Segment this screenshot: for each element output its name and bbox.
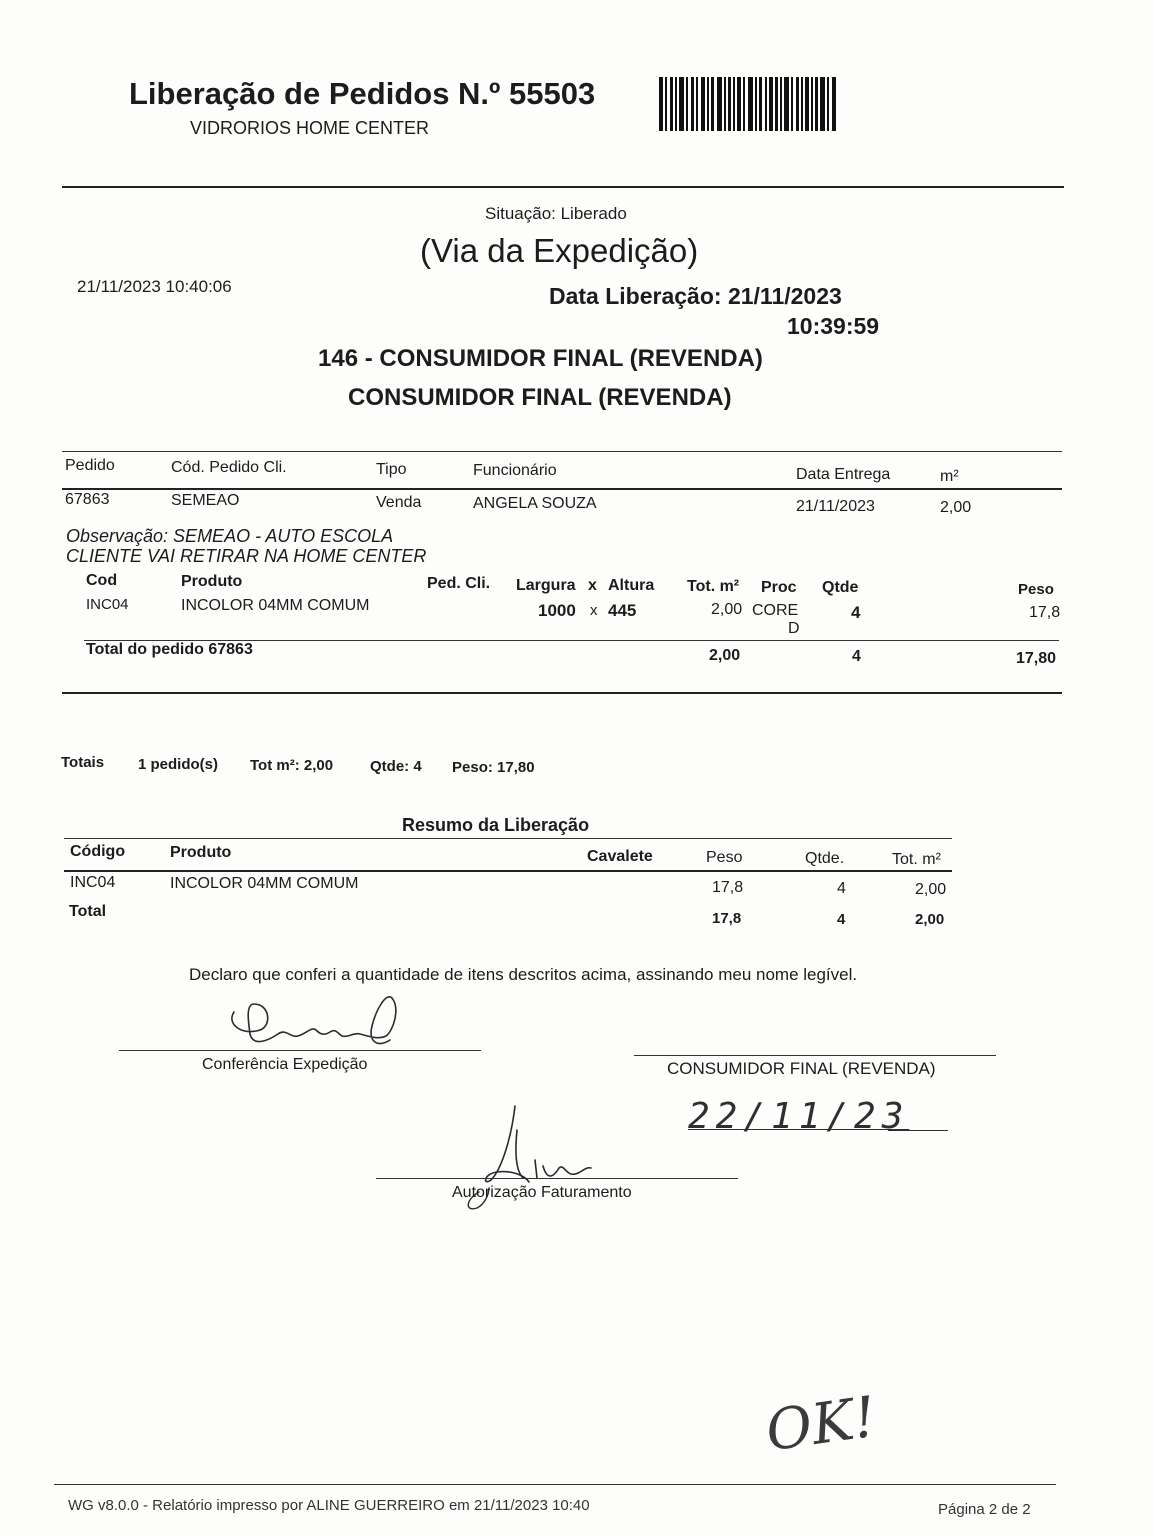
- summary-header-rule: [64, 870, 952, 872]
- cliente-label: CONSUMIDOR FINAL (REVENDA): [667, 1059, 936, 1078]
- summary-peso: 17,8: [712, 879, 744, 896]
- items-header-produto: Produto: [181, 573, 243, 590]
- customer-line-1: 146 - CONSUMIDOR FINAL (REVENDA): [318, 345, 763, 372]
- header-m2: m²: [940, 468, 959, 485]
- items-header-largura: Largura: [516, 577, 576, 594]
- order-funcionario: ANGELA SOUZA: [473, 495, 597, 512]
- summary-title: Resumo da Liberação: [402, 815, 590, 835]
- handwritten-date: 22/11/23: [688, 1096, 910, 1137]
- status-text: Situação: Liberado: [485, 204, 627, 223]
- items-header-peso: Peso: [1018, 581, 1054, 598]
- items-header-proc: Proc: [761, 579, 797, 596]
- summary-header-codigo: Código: [70, 843, 126, 860]
- summary-total-tot-m2: 2,00: [915, 911, 945, 928]
- release-date-label: Data Liberação:: [549, 283, 722, 309]
- order-header-rule: [62, 488, 1062, 490]
- barcode: [659, 77, 837, 133]
- order-cod-pedido-cli: SEMEAO: [171, 492, 240, 509]
- header-divider: [62, 186, 1064, 188]
- summary-header-peso: Peso: [706, 849, 743, 866]
- order-m2: 2,00: [940, 499, 972, 516]
- declaration-text: Declaro que conferi a quantidade de itens descritos acima, assinando meu nome legível.: [189, 965, 858, 984]
- items-total-qtde: 4: [852, 648, 861, 665]
- items-header-qtde: Qtde: [822, 579, 859, 596]
- totals-peso: Peso: 17,80: [452, 759, 535, 776]
- header-data-entrega: Data Entrega: [796, 466, 891, 483]
- items-header-x: x: [588, 577, 597, 594]
- company-name: VIDRORIOS HOME CENTER: [190, 118, 430, 138]
- items-header-tot-m2: Tot. m²: [687, 578, 740, 595]
- totals-pedidos: 1 pedido(s): [138, 756, 219, 773]
- item-largura: 1000: [538, 601, 576, 620]
- items-header-ped-cli: Ped. Cli.: [427, 575, 491, 592]
- summary-qtde: 4: [837, 880, 846, 897]
- summary-codigo: INC04: [70, 874, 116, 891]
- release-date-line: [549, 283, 842, 310]
- summary-tot-m2: 2,00: [915, 881, 947, 898]
- summary-header-cavalete: Cavalete: [587, 848, 653, 865]
- handwritten-date-blank: [888, 1130, 948, 1131]
- order-section-end-rule: [62, 692, 1062, 694]
- customer-line-2: CONSUMIDOR FINAL (REVENDA): [348, 384, 732, 411]
- observacao-line-2: CLIENTE VAI RETIRAR NA HOME CENTER: [66, 546, 427, 566]
- item-proc-1: CORE: [752, 602, 799, 619]
- totals-tot-m2: Tot m²: 2,00: [250, 757, 334, 774]
- item-cod: INC04: [86, 596, 129, 613]
- summary-total-peso: 17,8: [712, 910, 742, 927]
- item-qtde: 4: [851, 603, 861, 622]
- order-pedido: 67863: [65, 491, 110, 508]
- header-funcionario: Funcionário: [473, 462, 557, 479]
- summary-header-produto: Produto: [170, 844, 232, 861]
- summary-header-qtde: Qtde.: [805, 850, 845, 867]
- items-total-tot-m2: 2,00: [709, 647, 741, 664]
- handwritten-ok: OK!: [762, 1384, 881, 1465]
- header-pedido: Pedido: [65, 457, 115, 474]
- order-data-entrega: 21/11/2023: [796, 498, 875, 515]
- observacao-line-1: Observação: SEMEAO - AUTO ESCOLA: [66, 526, 394, 546]
- items-header-altura: Altura: [608, 577, 655, 594]
- items-total-peso: 17,80: [1016, 650, 1057, 667]
- footer-page-number: Página 2 de 2: [938, 1501, 1031, 1518]
- order-table-top-rule: [62, 451, 1062, 452]
- header-cod-pedido-cli: Cód. Pedido Cli.: [171, 459, 287, 476]
- item-produto: INCOLOR 04MM COMUM: [181, 597, 370, 614]
- summary-top-rule: [64, 838, 952, 839]
- release-time: 10:39:59: [787, 313, 880, 339]
- autorizacao-label: Autorização Faturamento: [452, 1184, 632, 1201]
- summary-header-tot-m2: Tot. m²: [892, 851, 941, 868]
- conferencia-label: Conferência Expedição: [202, 1056, 368, 1073]
- item-peso: 17,8: [1029, 604, 1061, 621]
- summary-produto: INCOLOR 04MM COMUM: [170, 875, 359, 892]
- summary-total-label: Total: [69, 903, 107, 920]
- item-altura: 445: [608, 601, 637, 620]
- document-title: Liberação de Pedidos N.º 55503: [129, 76, 596, 111]
- summary-total-qtde: 4: [837, 911, 846, 928]
- print-timestamp: 21/11/2023 10:40:06: [77, 277, 232, 296]
- items-header-cod: Cod: [86, 572, 118, 589]
- item-proc-2: D: [788, 620, 800, 637]
- cliente-line: [634, 1055, 996, 1056]
- order-tipo: Venda: [376, 494, 422, 511]
- totals-qtde: Qtde: 4: [370, 758, 422, 775]
- footer-rule: [54, 1484, 1056, 1485]
- copy-label: (Via da Expedição): [420, 232, 699, 269]
- item-x: x: [590, 602, 598, 619]
- totals-label: Totais: [61, 754, 105, 771]
- footer-printed-by: WG v8.0.0 - Relatório impresso por ALINE GUERREIRO em 21/11/2023 10:40: [68, 1497, 590, 1514]
- item-tot-m2: 2,00: [711, 601, 743, 618]
- conferencia-line: [119, 1050, 481, 1051]
- header-tipo: Tipo: [376, 461, 407, 478]
- release-date: 21/11/2023: [727, 283, 842, 309]
- autorizacao-line: [376, 1178, 738, 1179]
- items-total-label: Total do pedido 67863: [86, 641, 253, 658]
